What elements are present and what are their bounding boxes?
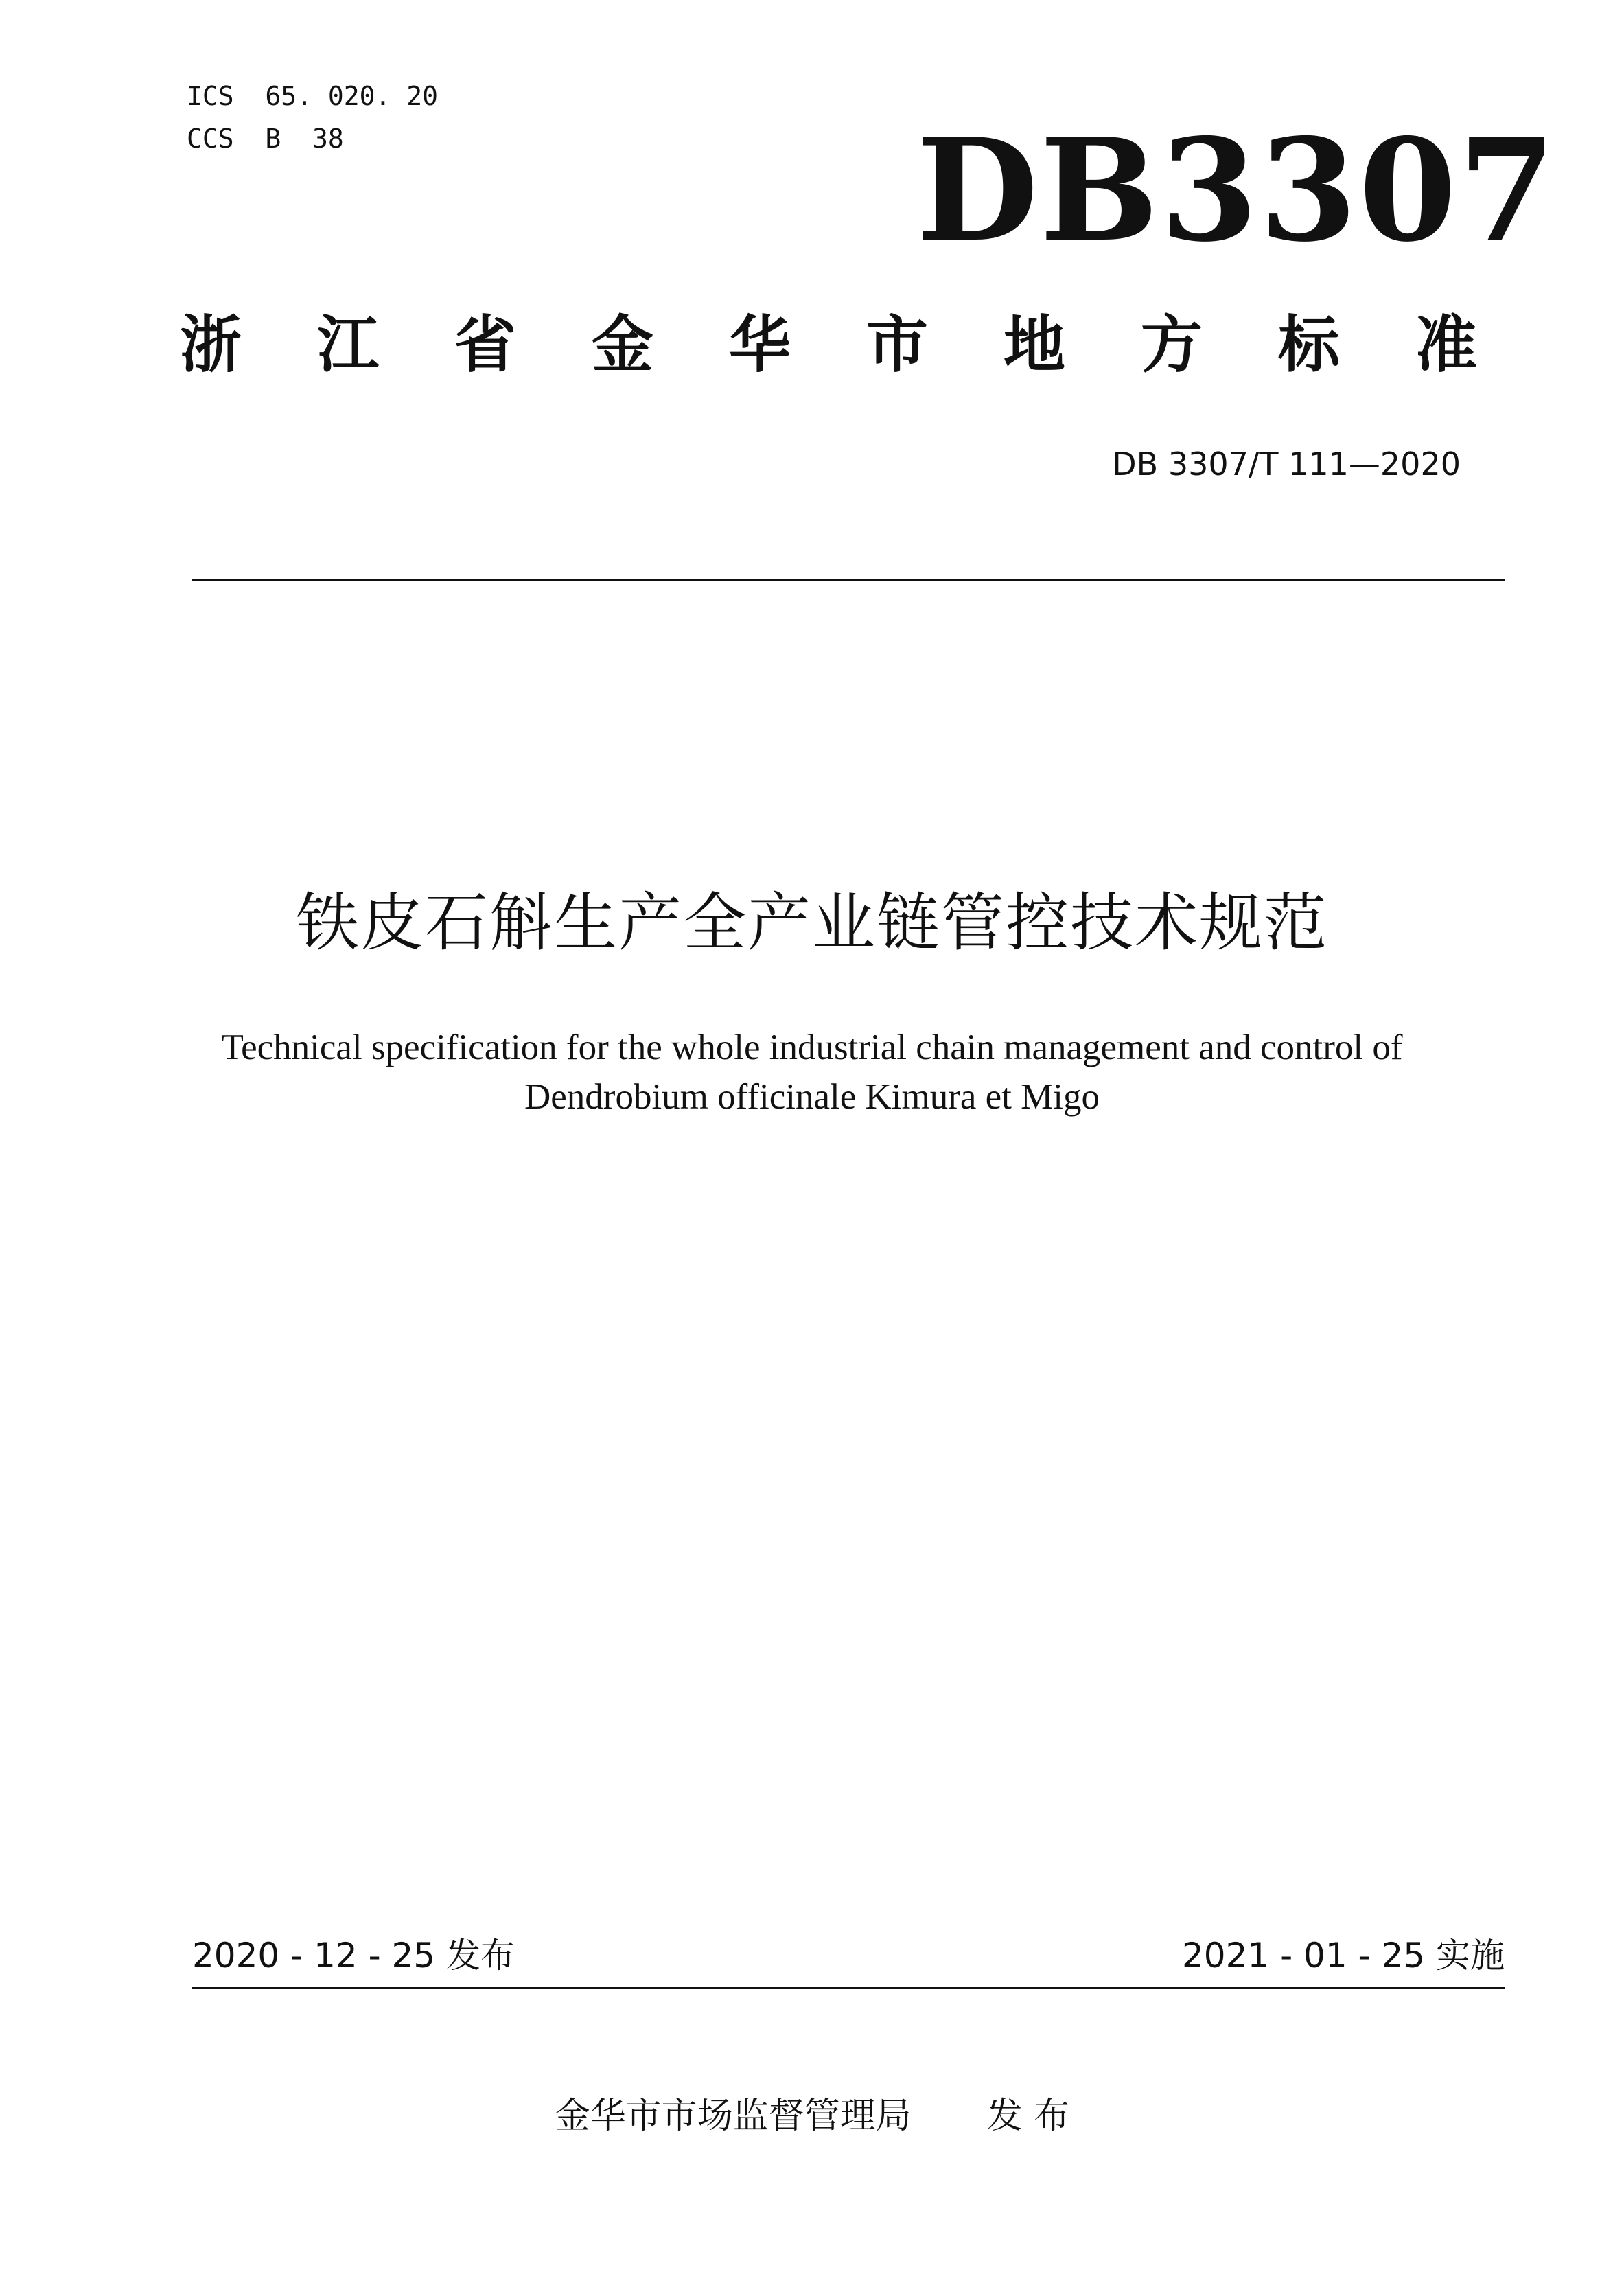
implementation-date: 2021 - 01 - 25 实施 [1181, 1936, 1505, 1975]
ccs-code: CCS B 38 [187, 124, 344, 154]
english-title-line-1: Technical specification for the whole industrial chain management and control of [221, 1028, 1403, 1067]
english-title-line-2: Dendrobium officinale Kimura et Migo [524, 1077, 1100, 1117]
document-title-chinese: 铁皮石斛生产全产业链管控技术规范 [295, 886, 1328, 960]
document-title-english [0, 1023, 1624, 1122]
publisher-name: 金华市市场监督管理局 [554, 2096, 912, 2137]
top-divider [192, 579, 1505, 581]
standard-type-heading: 浙江省金华市地方标准 [180, 309, 1553, 381]
bottom-divider [192, 1987, 1505, 1989]
publisher-line [0, 2094, 1624, 2139]
db-standard-logo: DB3307 [916, 108, 1557, 273]
issue-date: 2020 - 12 - 25 发布 [192, 1936, 515, 1975]
ics-code: ICS 65. 020. 20 [187, 81, 439, 111]
standard-number: DB 3307/T 111—2020 [1112, 445, 1461, 483]
publish-action: 发 布 [986, 2096, 1070, 2137]
